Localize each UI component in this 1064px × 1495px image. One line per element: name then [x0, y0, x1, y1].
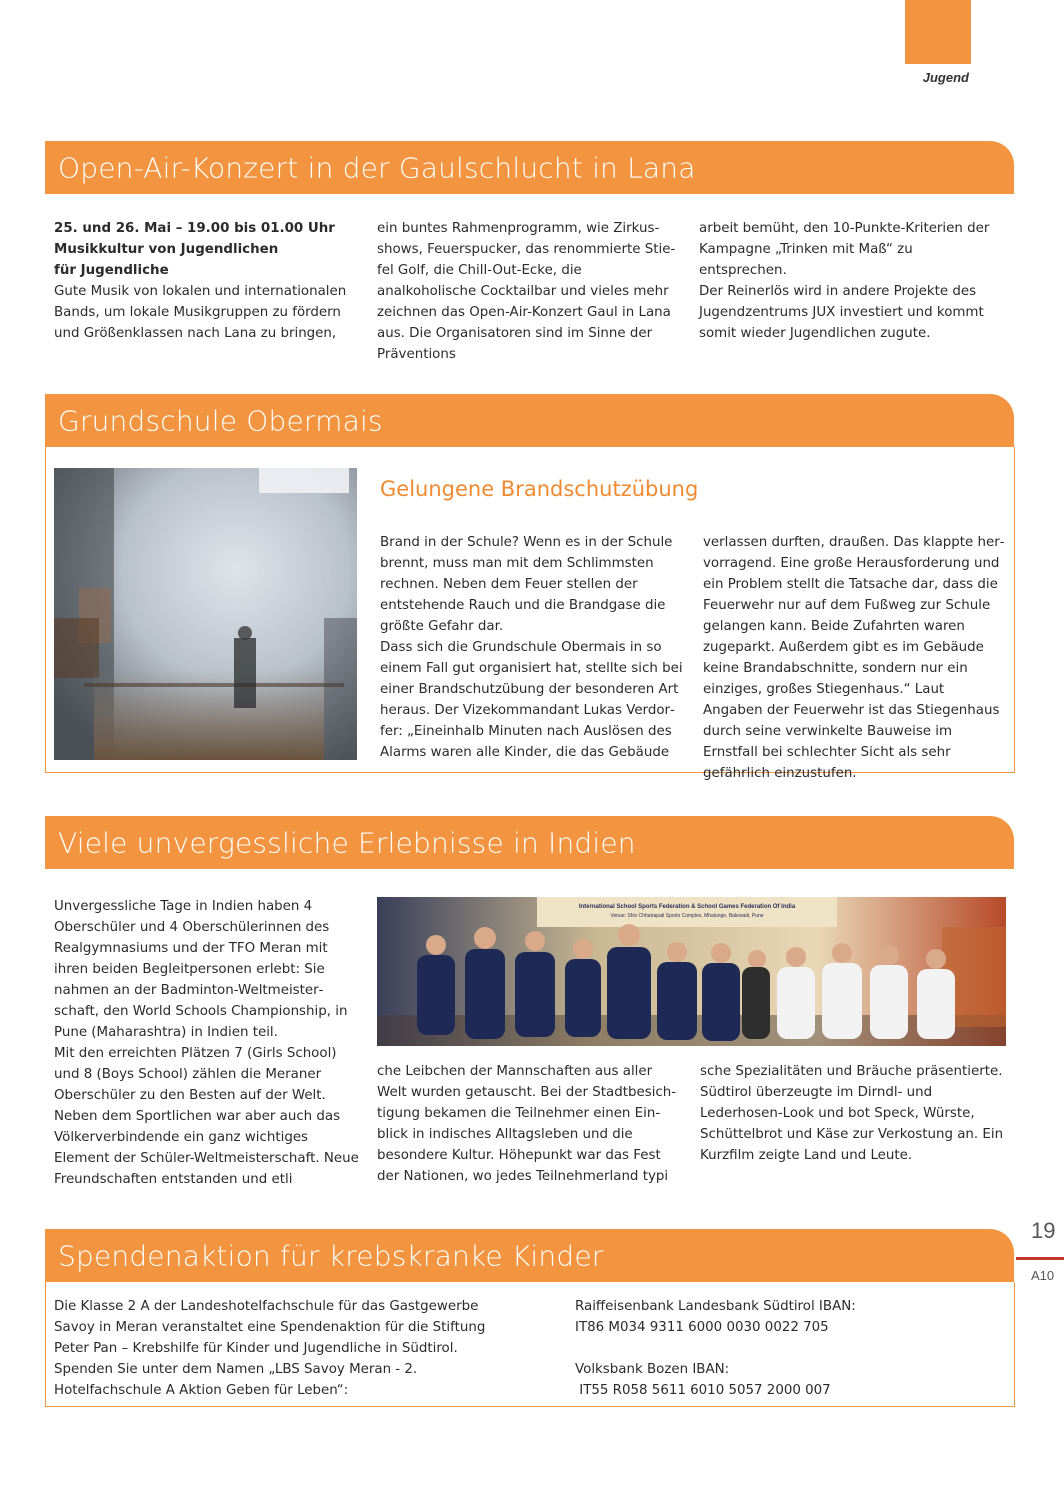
bank1-name: Raiffeisenbank Landesbank Südtirol IBAN: — [575, 1299, 856, 1314]
article3-title: Viele unvergessliche Erlebnisse in Indien — [58, 826, 636, 859]
article2-col1-text-b: Dass sich die Grundschule Obermais in so einem Fall gut organisiert hat, stellte sich bei einer Brandschutzübung der besonderen Art heraus. Der Vizekommandant Lukas Verdorfer: „Eineinhalb Minuten nach Auslösen des Alarms waren alle Kinder, die das Gebäude — [380, 640, 683, 760]
article4-col1-text: Die Klasse 2 A der Landeshotelfachschule für das Gastgewerbe Savoy in Meran veranstaltet eine Spendenaktion für die Stiftung Peter Pan – Krebshilfe für Kinder und Jugendliche in Südtirol. Spenden Sie unter dem Namen „LBS Savoy Meran - 2. Hotelfachschule A Aktion Geben für Leben“: — [54, 1299, 486, 1398]
team-photo-graphic — [377, 897, 1006, 1046]
article4-col2 — [575, 1296, 995, 1401]
article2-col1 — [380, 532, 684, 763]
article1-col3-text-a: arbeit bemüht, den 10-Punkte-Kriterien der Kampagne „Trinken mit Maß“ zu entsprechen. — [699, 221, 990, 278]
page-code: A10 — [1031, 1268, 1055, 1283]
article3-col1 — [54, 896, 359, 1190]
article4-col1 — [54, 1296, 494, 1401]
article1-title: Open-Air-Konzert in der Gaulschlucht in Lana — [58, 151, 696, 184]
article3-col2 — [377, 1061, 684, 1187]
bank2-name: Volksbank Bozen IBAN: — [575, 1362, 730, 1377]
article1-date-line: 25. und 26. Mai – 19.00 bis 01.00 Uhr — [54, 221, 335, 236]
section-tab — [905, 0, 971, 64]
photo-banner-line2: Venue: Shiv Chhatrapati Sports Complex, Mhalunge, Balewadi, Pune — [610, 913, 764, 919]
article1-col2-text: ein buntes Rahmenprogramm, wie Zirkusshows, Feuerspucker, das renommierte Stiefel Golf, die Chill-Out-Ecke, die analkoholische Cocktailbar und vieles mehr zeichnen das Open-Air-Konzert Gaul in Lana aus. Die Organisatoren sind im Sinne der Präventions — [377, 221, 676, 362]
article3-col3-text: sche Spezialitäten und Bräuche präsentierte. Südtirol überzeugte im Dirndl- und Lederhosen-Look und bot Speck, Würste, Schüttelbrot und Käse zur Verkostung an. Ein Kurzfilm zeigte Land und Leute. — [700, 1064, 1004, 1163]
article2-banner — [45, 394, 1014, 447]
page-number: 19 — [1031, 1218, 1056, 1243]
smoke-photo-graphic — [54, 468, 357, 760]
article1-subline1: Musikkultur von Jugendlichen — [54, 242, 279, 257]
article2-title: Grundschule Obermais — [58, 404, 383, 437]
article2-col1-text-a: Brand in der Schule? Wenn es in der Schule brennt, muss man mit dem Schlimmsten rechnen. Neben dem Feuer stellen der entstehende Rauch und die Brandgase die größte Gefahr dar. — [380, 535, 673, 634]
bank2-iban: IT55 R058 5611 6010 5057 2000 007 — [575, 1383, 831, 1398]
article1-subline2: für Jugendliche — [54, 263, 169, 278]
article1-col3 — [699, 218, 999, 344]
article3-col2-text: che Leibchen der Mannschaften aus aller Welt wurden getauscht. Bei der Stadtbesichtigung bekamen die Teilnehmer einen Einblick in indisches Alltagsleben und die besondere Kultur. Höhepunkt war das Fest der Nationen, wo jedes Teilnehmerland typi — [377, 1064, 677, 1184]
article1-col3-text-b: Der Reinerlös wird in andere Projekte des Jugendzentrums JUX investiert und kommt somit wieder Jugendlichen zugute. — [699, 284, 984, 341]
section-label: Jugend — [922, 70, 969, 85]
article1-col1-text: Gute Musik von lokalen und internationalen Bands, um lokale Musikgruppen zu fördern und Größenklassen nach Lana zu bringen, — [54, 284, 347, 341]
bank1-iban: IT86 M034 9311 6000 0030 0022 705 — [575, 1320, 829, 1335]
photo-banner-line1: International School Sports Federation & School Games Federation Of India — [578, 904, 796, 910]
article2-col2-text: verlassen durften, draußen. Das klappte hervorragend. Eine große Herausforderung und ein Problem stellt die Tatsache dar, dass die Feuerwehr nur auf dem Fußweg zur Schule gelangen kann. Beide Zufahrten waren zugeparkt. Außerdem gibt es im Gebäude keine Brandabschnitte, sondern nur ein einziges, großes Stiegenhaus.“ Laut Angaben der Feuerwehr ist das Stiegenhaus durch seine verwinkelte Bauweise im Ernstfall bei schlechter Sicht als sehr gefährlich einzustufen. — [703, 535, 1005, 781]
article3-col3 — [700, 1061, 1005, 1166]
page-rule — [1016, 1257, 1064, 1260]
article1-col2 — [377, 218, 684, 365]
team-photo — [377, 897, 1006, 1046]
bank-spacer — [575, 1338, 995, 1359]
smoke-stairwell-photo — [54, 468, 357, 760]
article2-subtitle: Gelungene Brandschutzübung — [380, 477, 699, 501]
article1-col1 — [54, 218, 354, 344]
article1-banner — [45, 141, 1014, 194]
article4-banner — [45, 1229, 1014, 1282]
article3-col1-text-a: Unvergessliche Tage in Indien haben 4 Oberschüler und 4 Oberschülerinnen des Realgymnasiums und der TFO Meran mit ihren beiden Begleitpersonen erlebt: Sie nahmen an der Badminton-Weltmeisterschaft, den World Schools Championship, in Pune (Maharashtra) in Indien teil. — [54, 899, 348, 1040]
article4-title: Spendenaktion für krebskranke Kinder — [58, 1239, 604, 1272]
article3-col1-text-b: Mit den erreichten Plätzen 7 (Girls School) und 8 (Boys School) zählen die Meraner Oberschüler zu den Besten auf der Welt. Neben dem Sportlichen war aber auch das Völkerverbindende ein ganz wichtiges Element der Schüler-Weltmeisterschaft. Neue Freundschaften entstanden und etli — [54, 1046, 359, 1187]
article2-col2 — [703, 532, 1005, 784]
article3-banner — [45, 816, 1014, 869]
